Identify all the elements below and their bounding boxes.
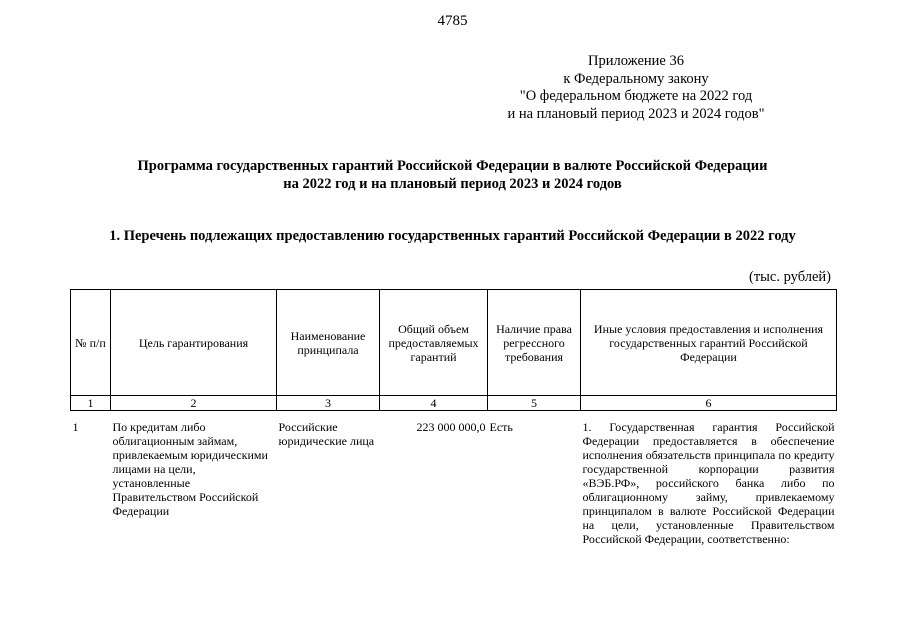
column-number-cell: 1 bbox=[71, 396, 111, 411]
row-number-cell: 1 bbox=[72, 420, 79, 434]
header-cell-terms: Иные условия предоставления и исполнения государственных гарантий Российской Федерации bbox=[581, 290, 837, 396]
header-cell-volume: Общий объем предоставляемых гарантий bbox=[380, 290, 488, 396]
header-cell-regress: Наличие права регрессного требования bbox=[488, 290, 581, 396]
column-number-cell: 4 bbox=[380, 396, 488, 411]
units-label: (тыс. рублей) bbox=[749, 269, 831, 285]
row-terms-cell: 1. Государственная гарантия Российской Федерации предоставляется в обеспечение исполнения обязательств принципала по кредиту государственной корпорации развития «ВЭБ.РФ», российского банка либо по облигационному займу, привлекаемому принципалом в валюте Российской Федерации на цели, установленные Правительством Российской Федерации, соответственно: bbox=[582, 420, 835, 546]
document-title-line: Программа государственных гарантий Российской Федерации в валюте Российской Федерации bbox=[137, 158, 768, 174]
header-cell-purpose: Цель гарантирования bbox=[111, 290, 277, 396]
column-number-cell: 3 bbox=[277, 396, 380, 411]
section-title: 1. Перечень подлежащих предоставлению государственных гарантий Российской Федерации в 2022 году bbox=[109, 228, 796, 244]
guarantees-table bbox=[70, 289, 837, 546]
table-column-numbers-row bbox=[71, 396, 837, 411]
appendix-line: к Федеральному закону bbox=[563, 70, 709, 87]
document-title bbox=[0, 158, 905, 193]
row-regress-cell: Есть bbox=[489, 420, 513, 434]
row-volume-cell: 223 000 000,0 bbox=[416, 420, 486, 434]
column-number-cell: 5 bbox=[488, 396, 581, 411]
appendix-line: Приложение 36 bbox=[588, 53, 684, 69]
table-header-row bbox=[71, 290, 837, 396]
column-number-cell: 6 bbox=[581, 396, 837, 411]
document-title-line: на 2022 год и на плановый период 2023 и 2024 годов bbox=[283, 175, 622, 192]
header-cell-number: № п/п bbox=[71, 290, 111, 396]
table-row bbox=[71, 411, 837, 547]
appendix-line: "О федеральном бюджете на 2022 год bbox=[519, 88, 753, 104]
appendix-reference bbox=[480, 53, 792, 123]
column-number-cell: 2 bbox=[111, 396, 277, 411]
appendix-line: и на плановый период 2023 и 2024 годов" bbox=[507, 105, 765, 122]
header-cell-principal: Наименование принципала bbox=[277, 290, 380, 396]
row-purpose-cell: По кредитам либо облигационным займам, привлекаемым юридическими лицами на цели, установленные Правительством Российской Федерации bbox=[112, 420, 268, 518]
row-principal-cell: Российские юридические лица bbox=[278, 420, 375, 448]
page-number: 4785 bbox=[437, 13, 468, 29]
